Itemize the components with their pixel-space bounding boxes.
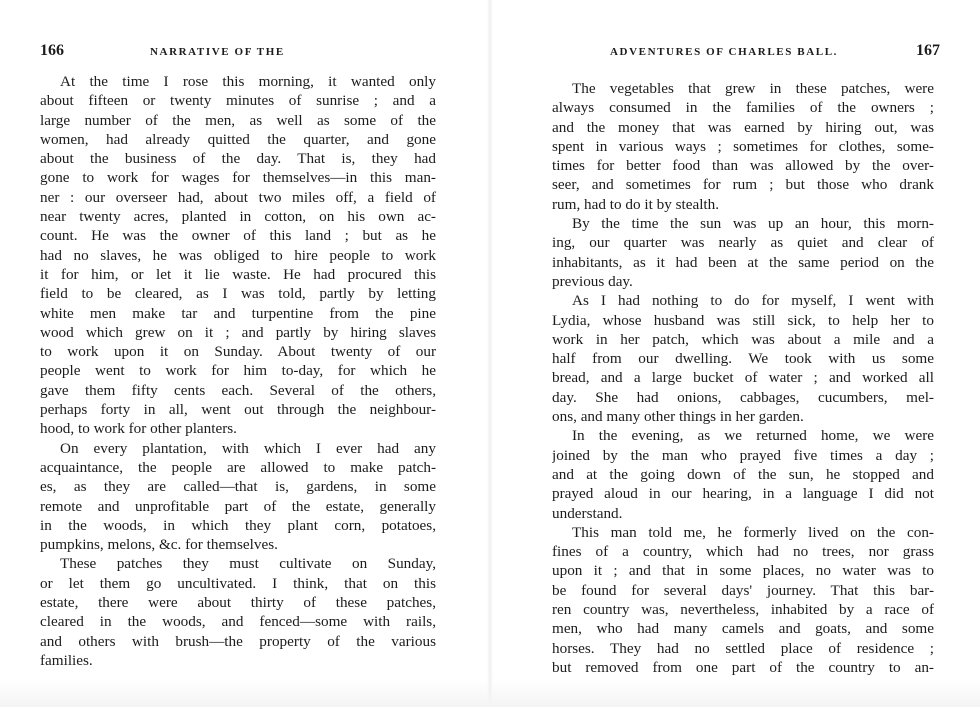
right-page — [490, 0, 980, 707]
text-line: This man told me, he formerly lived on the con- — [572, 523, 934, 541]
text-line: day. She had onions, cabbages, cucumbers, mel- — [552, 388, 934, 406]
text-line: As I had nothing to do for myself, I went with — [572, 292, 934, 310]
right-page-header — [610, 42, 940, 62]
page-number-right: 167 — [916, 42, 940, 59]
text-line: near twenty acres, planted in cotton, on his own ac- — [40, 208, 436, 226]
text-line: work in her patch, which was about a mile and a — [552, 330, 934, 348]
text-line: in the woods, in which they plant corn, potatoes, — [40, 516, 436, 534]
text-line: count. He was the owner of this land ; but as he — [40, 227, 436, 245]
text-line: perhaps forty in all, went out through the neighbour- — [40, 401, 436, 419]
text-line: and the money that was earned by hiring out, was — [552, 118, 934, 136]
text-line: or let them go uncultivated. I think, that on this — [40, 574, 436, 592]
text-line: In the evening, as we returned home, we were — [572, 427, 934, 445]
left-page-header — [40, 42, 440, 62]
text-line: be found for several days' journey. That this bar- — [552, 581, 934, 599]
text-line: acquaintance, the people are allowed to make patch- — [40, 458, 436, 476]
text-line: times for better food than was allowed by the over- — [552, 157, 934, 175]
text-line: half from our dwelling. We took with us some — [552, 350, 934, 368]
text-line: These patches they must cultivate on Sunday, — [60, 555, 436, 573]
text-line: field to be cleared, as I was told, partly by letting — [40, 285, 436, 303]
text-line: The vegetables that grew in these patches, were — [572, 80, 934, 97]
text-line: ons, and many other things in her garden. — [552, 408, 804, 426]
text-line: cleared in the woods, and fenced—some with rails, — [40, 613, 436, 631]
text-line: women, had already quitted the quarter, and gone — [40, 130, 436, 148]
running-head-right: ADVENTURES OF CHARLES BALL. — [610, 46, 838, 58]
text-line: es, as they are called—that is, gardens, in some — [40, 478, 436, 496]
text-line: rum, had to do it by stealth. — [552, 195, 720, 213]
text-line: spent in various ways ; sometimes for clothes, some- — [552, 137, 934, 155]
text-line: but removed from one part of the country to an- — [552, 658, 934, 676]
text-line: By the time the sun was up an hour, this morn- — [572, 215, 934, 233]
text-line: fines of a country, which had no trees, nor grass — [552, 543, 934, 561]
text-line: to work upon it on Sunday. About twenty of our — [40, 343, 436, 361]
text-line: ner : our overseer had, about two miles off, a field of — [40, 188, 436, 206]
text-line: wood which grew on it ; and partly by hiring slaves — [40, 323, 436, 341]
text-line: and at the going down of the sun, he stopped and — [552, 465, 934, 483]
text-line: previous day. — [552, 272, 633, 290]
left-page-body — [40, 72, 436, 670]
text-line: prayed aloud in our hearing, in a language I did not — [552, 485, 934, 503]
text-line: ing, our quarter was nearly as quiet and clear of — [552, 234, 934, 252]
text-line: always consumed in the families of the owners ; — [552, 99, 934, 117]
text-line: white men make tar and turpentine from the pine — [40, 304, 436, 322]
text-line: horses. They had no settled place of residence ; — [552, 639, 934, 657]
text-line: pumpkins, melons, &c. for themselves. — [40, 536, 278, 554]
text-line: families. — [40, 651, 93, 669]
page-number-left: 166 — [40, 42, 64, 59]
page-bottom-shadow — [0, 679, 980, 707]
text-line: upon it ; and that in some places, no water was to — [552, 562, 934, 580]
text-line: hood, to work for other planters. — [40, 420, 237, 438]
text-line: On every plantation, with which I ever had any — [60, 439, 436, 457]
text-line: seer, and sometimes for rum ; but those who drank — [552, 176, 934, 194]
text-line: it for him, or let it lie waste. He had procured this — [40, 265, 436, 283]
right-page-body — [552, 79, 934, 677]
text-line: and others with brush—the property of the various — [40, 632, 436, 650]
text-line: large number of the men, as well as some of the — [40, 111, 436, 129]
text-line: had no slaves, he was obliged to hire people to work — [40, 246, 436, 264]
text-line: people went to work for him to-day, for which he — [40, 362, 436, 380]
text-line: gone to work for wages for themselves—in this man- — [40, 169, 436, 187]
text-line: men, who had many camels and goats, and some — [552, 620, 934, 638]
text-line: gave them fifty cents each. Several of the others, — [40, 381, 436, 399]
text-line: understand. — [552, 504, 623, 522]
running-head-left: NARRATIVE OF THE — [150, 46, 285, 58]
text-line: Lydia, whose husband was still sick, to help her to — [552, 311, 934, 329]
text-line: joined by the man who prayed five times a day ; — [552, 446, 934, 464]
text-line: about the business of the day. That is, they had — [40, 150, 436, 168]
text-line: At the time I rose this morning, it wanted only — [60, 73, 436, 90]
text-line: estate, there were about thirty of these patches, — [40, 594, 436, 612]
text-line: inhabitants, as it had been at the same period on the — [552, 253, 934, 271]
text-line: about fifteen or twenty minutes of sunrise ; and a — [40, 92, 436, 110]
text-line: ren country was, nevertheless, inhabited by a race of — [552, 601, 934, 619]
text-line: remote and unprofitable part of the estate, generally — [40, 497, 436, 515]
text-line: bread, and a large bucket of water ; and worked all — [552, 369, 934, 387]
